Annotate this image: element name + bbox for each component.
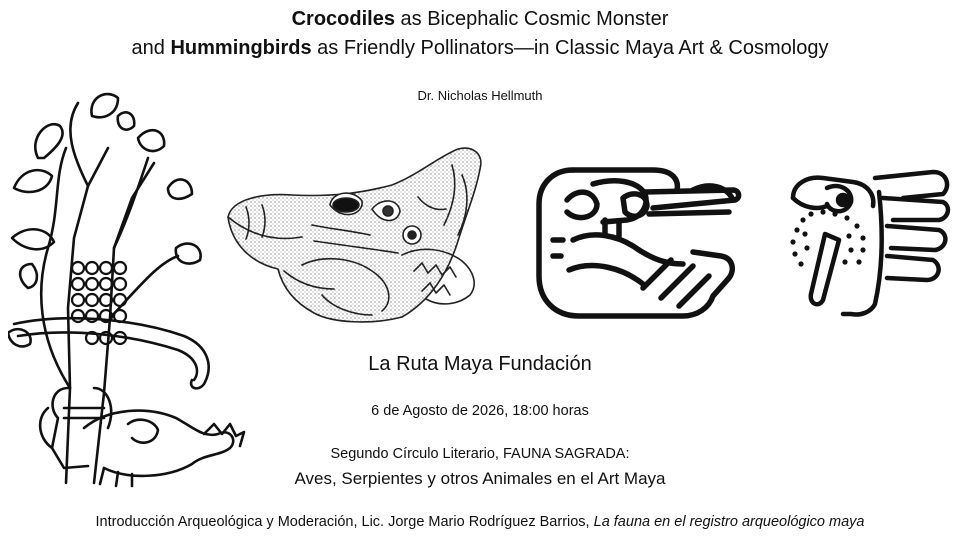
footer-moderation: Introducción Arqueológica y Moderación, Lic. Jorge Mario Rodríguez Barrios,	[95, 514, 594, 530]
foundation-name: La Ruta Maya Fundación	[368, 353, 592, 375]
title-line-2	[0, 34, 960, 63]
title-line-2-pre: and	[131, 37, 171, 59]
footer-talk-title: La fauna en el registro arqueológico maya	[593, 514, 865, 530]
literary-circle-subtitle: Aves, Serpientes y otros Animales en el Art Maya	[294, 469, 666, 488]
title-hummingbirds: Hummingbirds	[170, 37, 312, 59]
literary-circle-title: Segundo Círculo Literario, FAUNA SAGRADA:	[330, 446, 630, 462]
event-date: 6 de Agosto de 2026, 18:00 horas	[371, 403, 589, 419]
hummingbird-glyph-2	[783, 168, 953, 318]
tree-crocodile-illustration	[8, 88, 248, 488]
crocodile-effigy-illustration	[222, 145, 498, 325]
footer-credits	[0, 514, 960, 530]
hummingbird-glyph-1	[533, 160, 743, 322]
title-line-1-rest: as Bicephalic Cosmic Monster	[394, 8, 669, 30]
title-line-2-rest: as Friendly Pollinators—in Classic Maya Art & Cosmology	[311, 37, 829, 59]
title-crocodiles: Crocodiles	[291, 8, 395, 30]
author-name: Dr. Nicholas Hellmuth	[417, 88, 543, 103]
title-line-1	[0, 5, 960, 34]
